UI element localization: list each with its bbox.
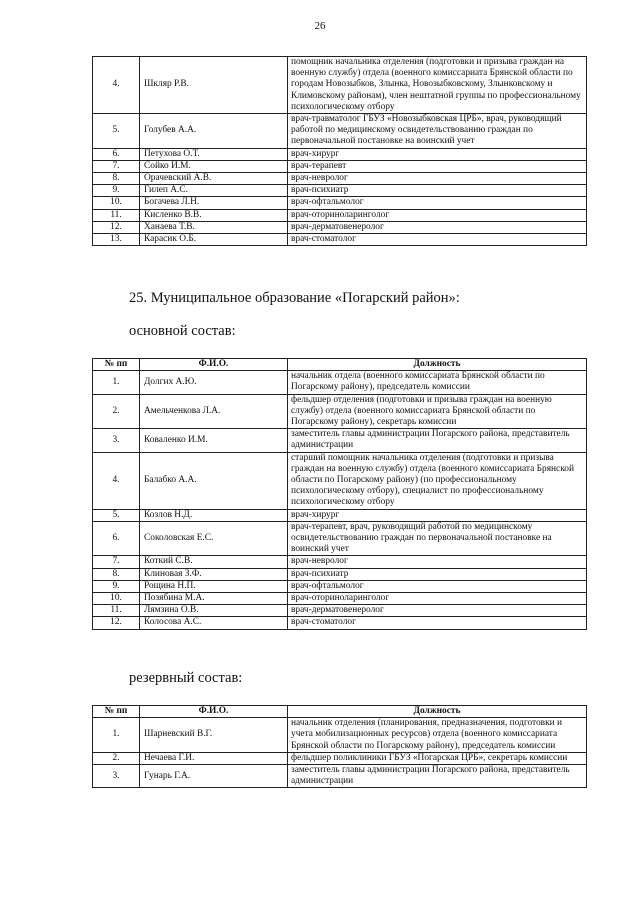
main-composition-heading: основной состав: [129, 323, 236, 339]
row-number: 9. [93, 580, 140, 592]
table-row [93, 57, 587, 114]
member-name: Коваленко И.М. [140, 429, 288, 452]
member-position: заместитель главы администрации Погарского района, представитель администрации [288, 429, 587, 452]
member-name: Сойко И.М. [140, 160, 288, 172]
member-name: Шарневский В.Г. [140, 718, 288, 753]
row-number: 4. [93, 452, 140, 509]
table-row [93, 752, 587, 764]
column-header-num: № пп [93, 706, 140, 718]
member-name: Козлов Н.Д. [140, 509, 288, 521]
member-name: Гилеп А.С. [140, 185, 288, 197]
member-position: заместитель главы администрации Погарского района, представитель администрации [288, 765, 587, 788]
member-position: начальник отделения (планирования, предназначения, подготовки и учета мобилизационных ресурсов) отдела (военного комиссариата Брянской области по Погарскому району), председатель комиссии [288, 718, 587, 753]
row-number: 7. [93, 160, 140, 172]
table-row [93, 209, 587, 221]
member-position: врач-терапевт, врач, руководящий работой по медицинскому освидетельствованию граждан по первоначальной постановке на воинский учет [288, 521, 587, 556]
row-number: 7. [93, 556, 140, 568]
row-number: 2. [93, 394, 140, 429]
member-position: фельдшер отделения (подготовки и призыва граждан на военную службу) отдела (военного комиссариата Брянской области по Погарскому району), секретарь комиссии [288, 394, 587, 429]
table-row [93, 394, 587, 429]
member-name: Лямзина О.В. [140, 605, 288, 617]
table-row [93, 114, 587, 149]
reserve-composition-heading: резервный состав: [129, 670, 243, 686]
member-name: Гунарь Г.А. [140, 765, 288, 788]
column-header-name: Ф.И.О. [140, 706, 288, 718]
row-number: 2. [93, 752, 140, 764]
member-position: врач-терапевт [288, 160, 587, 172]
member-name: Орачевский А.В. [140, 173, 288, 185]
table-body [93, 371, 587, 629]
member-position: врач-стоматолог [288, 617, 587, 629]
member-position: фельдшер поликлиники ГБУЗ «Погарская ЦРБ», секретарь комиссии [288, 752, 587, 764]
member-name: Коткий С.В. [140, 556, 288, 568]
member-name: Рощина Н.П. [140, 580, 288, 592]
column-header-position: Должность [288, 706, 587, 718]
member-name: Кисленко В.В. [140, 209, 288, 221]
member-name: Ханаева Т.В. [140, 221, 288, 233]
member-name: Шкляр Р.В. [140, 57, 288, 114]
member-position: врач-хирург [288, 148, 587, 160]
member-name: Голубев А.А. [140, 114, 288, 149]
row-number: 9. [93, 185, 140, 197]
table-row [93, 197, 587, 209]
table-header-row [93, 706, 587, 718]
row-number: 11. [93, 605, 140, 617]
table-row [93, 173, 587, 185]
row-number: 3. [93, 429, 140, 452]
member-name: Долгих А.Ю. [140, 371, 288, 394]
column-header-name: Ф.И.О. [140, 359, 288, 371]
main-composition-table [92, 358, 587, 630]
table-row [93, 371, 587, 394]
table-row [93, 452, 587, 509]
table-row [93, 617, 587, 629]
member-position: врач-дерматовенеролог [288, 221, 587, 233]
table-row [93, 568, 587, 580]
table-header-row [93, 359, 587, 371]
row-number: 6. [93, 521, 140, 556]
row-number: 8. [93, 173, 140, 185]
table-row [93, 429, 587, 452]
column-header-num: № пп [93, 359, 140, 371]
table-row [93, 765, 587, 788]
member-position: врач-дерматовенеролог [288, 605, 587, 617]
column-header-position: Должность [288, 359, 587, 371]
row-number: 1. [93, 371, 140, 394]
member-position: врач-оториноларинголог [288, 593, 587, 605]
member-position: врач-невролог [288, 556, 587, 568]
member-position: врач-психиатр [288, 568, 587, 580]
row-number: 10. [93, 593, 140, 605]
reserve-composition-table [92, 705, 587, 788]
member-position: врач-психиатр [288, 185, 587, 197]
member-name: Нечаева Г.И. [140, 752, 288, 764]
table-row [93, 160, 587, 172]
member-position: начальник отдела (военного комиссариата Брянской области по Погарскому району), председатель комиссии [288, 371, 587, 394]
member-position: врач-офтальмолог [288, 580, 587, 592]
member-position: помощник начальника отделения (подготовки и призыва граждан на военную службу) отдела (военного комиссариата Брянской области по городам Новозыбков, Злынка, Новозыбковскому, Злынковскому и Климовскому районам), член нештатной группы по профессиональному психологическому отбору [288, 57, 587, 114]
member-position: старший помощник начальника отделения (подготовки и призыва граждан на военную службу) отдела (военного комиссариата Брянской области по Погарскому району) (по профессиональному психологическому отбору), специалист по профессиональному психологическому отбору [288, 452, 587, 509]
member-name: Амельченкова Л.А. [140, 394, 288, 429]
table-row [93, 593, 587, 605]
row-number: 12. [93, 617, 140, 629]
member-name: Петухова О.Т. [140, 148, 288, 160]
page-number: 26 [314, 20, 326, 32]
member-position: врач-стоматолог [288, 234, 587, 246]
row-number: 10. [93, 197, 140, 209]
member-name: Богачева Л.Н. [140, 197, 288, 209]
member-position: врач-травматолог ГБУЗ «Новозыбковская ЦРБ», врач, руководящий работой по медицинскому освидетельствованию граждан по первоначальной постановке на воинский учет [288, 114, 587, 149]
row-number: 1. [93, 718, 140, 753]
member-name: Колосова А.С. [140, 617, 288, 629]
row-number: 5. [93, 114, 140, 149]
row-number: 11. [93, 209, 140, 221]
member-position: врач-невролог [288, 173, 587, 185]
table-row [93, 148, 587, 160]
table-row [93, 718, 587, 753]
row-number: 12. [93, 221, 140, 233]
row-number: 4. [93, 57, 140, 114]
table-row [93, 185, 587, 197]
table-row [93, 605, 587, 617]
table-row [93, 221, 587, 233]
members-table-continued [92, 56, 587, 246]
row-number: 8. [93, 568, 140, 580]
table-row [93, 556, 587, 568]
table-row [93, 509, 587, 521]
member-position: врач-офтальмолог [288, 197, 587, 209]
table-row [93, 521, 587, 556]
section-heading: 25. Муниципальное образование «Погарский район»: [129, 290, 460, 306]
member-position: врач-оториноларинголог [288, 209, 587, 221]
row-number: 5. [93, 509, 140, 521]
row-number: 6. [93, 148, 140, 160]
table-body [93, 718, 587, 788]
table-body [93, 57, 587, 246]
table-row [93, 580, 587, 592]
member-name: Балабко А.А. [140, 452, 288, 509]
member-position: врач-хирург [288, 509, 587, 521]
table-row [93, 234, 587, 246]
member-name: Соколовская Е.С. [140, 521, 288, 556]
member-name: Карасик О.Б. [140, 234, 288, 246]
member-name: Позябина М.А. [140, 593, 288, 605]
member-name: Клиновая З.Ф. [140, 568, 288, 580]
row-number: 13. [93, 234, 140, 246]
row-number: 3. [93, 765, 140, 788]
